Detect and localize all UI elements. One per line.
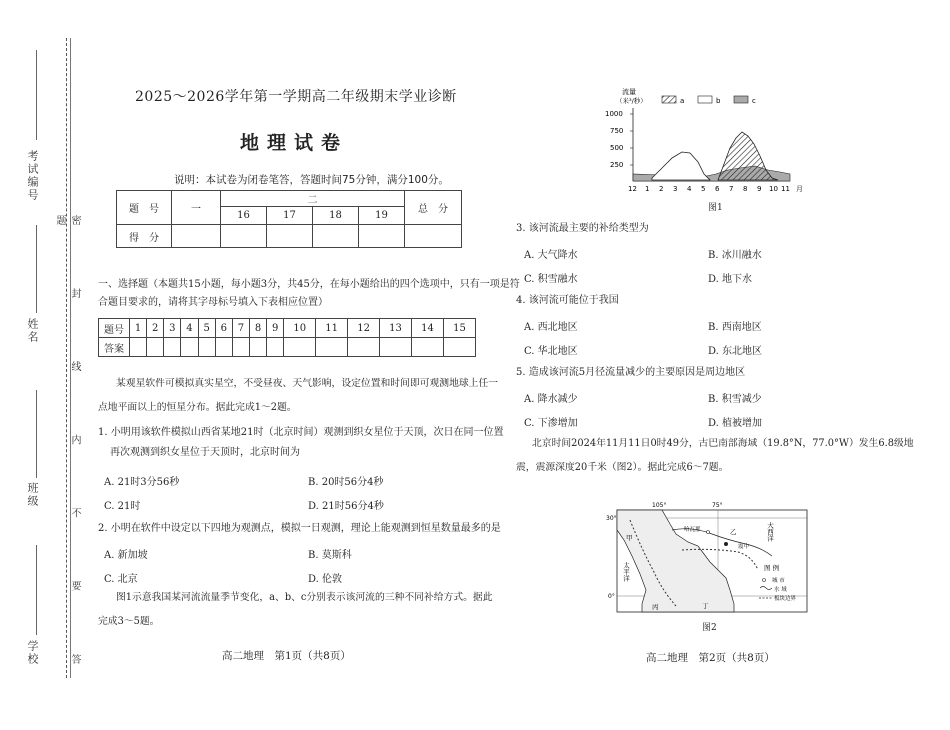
label-yi: 乙 [730, 528, 737, 536]
answer-header-ans: 答案 [99, 338, 130, 357]
answer-num: 5 [198, 319, 215, 338]
q3-option-d[interactable]: D. 地下水 [708, 274, 753, 285]
q1-option-a[interactable]: A. 21时3分56秒 [104, 477, 180, 488]
left-footer: 高二地理 第1页（共8页） [222, 650, 351, 662]
answer-num: 15 [443, 319, 475, 338]
legend-a-swatch [662, 96, 676, 103]
score-cell[interactable] [405, 225, 462, 248]
fig2-lon2: 75° [712, 502, 723, 509]
answer-num: 10 [284, 319, 316, 338]
q4-option-b[interactable]: B. 西南地区 [708, 322, 762, 333]
havana-marker [707, 531, 710, 534]
q5-stem: 5. 造成该河流5月径流量减少的主要原因是周边地区 [516, 367, 746, 378]
legend-a-label: a [680, 97, 685, 105]
answer-cell[interactable] [380, 338, 412, 357]
answer-cell[interactable] [267, 338, 284, 357]
answer-num: 1 [130, 319, 147, 338]
label-pacific: 太平洋 [622, 562, 630, 582]
q1-stem-line2: 再次观测到织女星位于天顶时，北京时间为 [110, 447, 300, 458]
intro1-line1: 某观星软件可模拟真实星空，不受昼夜、天气影响，设定位置和时间即可观测地球上任一 [116, 378, 499, 389]
q5-option-a[interactable]: A. 降水减少 [524, 394, 578, 405]
q5-option-d[interactable]: D. 植被增加 [708, 418, 763, 429]
q2-option-a[interactable]: A. 新加坡 [104, 550, 148, 561]
fig1-xtick: 10 [769, 185, 778, 193]
answer-num: 14 [412, 319, 444, 338]
legend-b-swatch [698, 96, 712, 103]
legend-c-label: c [752, 97, 756, 105]
score-col: 17 [267, 207, 313, 225]
score-header-part2: 二 [221, 191, 405, 207]
answer-table [98, 318, 476, 357]
answer-num: 13 [380, 319, 412, 338]
fig2-lat2: 0° [608, 593, 615, 600]
fig1-xtick: 7 [729, 185, 734, 193]
section1-line1: 一、选择题（本题共15小题，每小题3分，共45分，在每小题给出的四个选项中，只有一项是符 [98, 279, 520, 290]
answer-num: 4 [181, 319, 198, 338]
score-header-total: 总 分 [405, 191, 462, 225]
fig1-ylabel2: （米³/秒） [616, 97, 647, 105]
intro3-line2: 震，震源深度20千米（图2）。据此完成6～7题。 [516, 462, 729, 473]
legend-city-icon [763, 579, 766, 582]
score-row-label: 得 分 [117, 225, 172, 248]
q4-option-c[interactable]: C. 华北地区 [524, 346, 578, 357]
answer-num: 6 [215, 319, 232, 338]
fig1-ytick: 1000 [605, 110, 623, 118]
answer-num: 7 [232, 319, 249, 338]
answer-num: 11 [316, 319, 348, 338]
exam-note: 说明：本试卷为闭卷笔答，答题时间75分钟，满分100分。 [174, 174, 449, 186]
legend-title: 图 例 [764, 564, 780, 572]
answer-header-num: 题号 [99, 319, 130, 338]
q2-stem: 2. 小明在软件中设定以下四地为观测点，模拟一日观测，理论上能观测到恒星数量最多的是 [98, 523, 501, 534]
q2-option-b[interactable]: B. 莫斯科 [308, 550, 352, 561]
class-line[interactable] [36, 390, 37, 478]
section1-line2: 合题目要求的，请将其字母标号填入下表相应位置） [98, 297, 328, 308]
exam-no-label: 考试编号 [26, 150, 39, 202]
fig1-xtick: 4 [687, 185, 692, 193]
q1-option-d[interactable]: D. 21时56分4秒 [308, 501, 384, 512]
page-title: 2025～2026学年第一学期高二年级期末学业诊断 [135, 89, 457, 105]
q3-option-b[interactable]: B. 冰川融水 [708, 250, 762, 261]
answer-cell[interactable] [215, 338, 232, 357]
q4-option-a[interactable]: A. 西北地区 [524, 322, 578, 333]
legend-city-label: 城 市 [772, 578, 785, 584]
fig1-xtick: 5 [701, 185, 706, 193]
score-col: 16 [221, 207, 267, 225]
fig1-xtick: 11 [781, 185, 790, 193]
score-cell[interactable] [313, 225, 359, 248]
fig1-xtick: 2 [659, 185, 664, 193]
intro3-line1: 北京时间2024年11月11日0时49分，古巴南部海域（19.8°N，77.0°W）发生6.8级地 [532, 438, 914, 449]
label-ding: 丁 [702, 602, 709, 610]
fig1-xtick: 9 [757, 185, 762, 193]
score-cell[interactable] [359, 225, 405, 248]
epicenter-marker [724, 542, 728, 546]
figure2-map [602, 500, 812, 618]
answer-cell[interactable] [181, 338, 198, 357]
label-atlantic: 大西洋 [766, 522, 774, 542]
answer-num: 9 [267, 319, 284, 338]
exam-no-line[interactable] [36, 50, 37, 140]
score-table [116, 190, 462, 248]
fig2-lat1: 30° [606, 515, 617, 522]
answer-cell[interactable] [412, 338, 444, 357]
answer-cell[interactable] [249, 338, 266, 357]
series-b-area [652, 152, 710, 180]
fig1-xtick: 1 [645, 185, 650, 193]
q3-option-c[interactable]: C. 积雪融水 [524, 274, 578, 285]
legend-b-label: b [716, 97, 721, 105]
name-line[interactable] [36, 225, 37, 313]
label-havana: 哈瓦那 [684, 527, 701, 533]
q2-option-c[interactable]: C. 北京 [104, 574, 138, 585]
score-cell[interactable] [267, 225, 313, 248]
answer-cell[interactable] [284, 338, 316, 357]
q1-stem-line1: 1. 小明用该软件模拟山西省某地21时（北京时间）观测到织女星位于天顶，次日在同一位置 [98, 427, 504, 438]
score-col: 18 [313, 207, 359, 225]
answer-num: 2 [147, 319, 164, 338]
intro1-line2: 点地平面以上的恒星分布。据此完成1～2题。 [98, 402, 297, 413]
answer-num: 8 [249, 319, 266, 338]
label-bing: 丙 [652, 603, 659, 611]
answer-cell[interactable] [232, 338, 249, 357]
fig1-ytick: 750 [610, 127, 624, 135]
answer-cell[interactable] [198, 338, 215, 357]
intro2-line2: 完成3～5题。 [98, 616, 160, 627]
label-jia: 甲 [626, 534, 633, 542]
right-footer: 高二地理 第2页（共8页） [646, 652, 775, 664]
legend-plate-label: 板块边界 [774, 596, 797, 602]
fig1-ytick: 500 [610, 144, 624, 152]
figure1-chart [600, 86, 815, 198]
score-cell[interactable] [172, 225, 221, 248]
figure2-caption: 图2 [702, 623, 717, 633]
q5-option-c[interactable]: C. 下渗增加 [524, 418, 578, 429]
answer-cell[interactable] [443, 338, 475, 357]
q1-option-c[interactable]: C. 21时 [104, 501, 141, 512]
fig1-xtick: 12 [628, 185, 637, 193]
label-epicenter: 震中 [738, 544, 750, 550]
q1-option-b[interactable]: B. 20时56分4秒 [308, 477, 384, 488]
score-cell[interactable] [221, 225, 267, 248]
legend-c-swatch [734, 96, 748, 103]
class-label: 班级 [26, 482, 39, 508]
fig2-lon1: 105° [652, 502, 667, 509]
answer-cell[interactable] [316, 338, 348, 357]
intro2-line1: 图1示意我国某河流流量季节变化，a、b、c分别表示该河流的三种不同补给方式。据此 [116, 592, 493, 603]
fig1-ytick: 250 [610, 161, 624, 169]
q4-stem: 4. 该河流可能位于我国 [516, 295, 619, 306]
answer-num: 3 [164, 319, 181, 338]
figure1-caption: 图1 [708, 203, 723, 213]
answer-cell[interactable] [130, 338, 147, 357]
answer-cell[interactable] [348, 338, 380, 357]
fig1-xtick: 6 [715, 185, 720, 193]
legend-water-label: 水 域 [774, 587, 787, 593]
fig1-ylabel1: 流量 [622, 88, 636, 96]
subject-title: 地理试卷 [240, 132, 349, 154]
fig1-xtick: 3 [673, 185, 678, 193]
score-header-question: 题 号 [117, 191, 172, 225]
fig1-xtick: 8 [743, 185, 748, 193]
q4-option-d[interactable]: D. 东北地区 [708, 346, 763, 357]
answer-num: 12 [348, 319, 380, 338]
seal-note: 密 封 线 内 不 要 答 题 [54, 215, 80, 695]
q5-option-b[interactable]: B. 积雪减少 [708, 394, 762, 405]
q3-stem: 3. 该河流最主要的补给类型为 [516, 223, 649, 234]
q3-option-a[interactable]: A. 大气降水 [524, 250, 578, 261]
fig1-xunit: 月 [796, 185, 803, 193]
score-col: 19 [359, 207, 405, 225]
name-label: 姓名 [26, 318, 39, 344]
answer-cell[interactable] [164, 338, 181, 357]
school-label: 学校 [26, 640, 39, 666]
school-line[interactable] [36, 545, 37, 635]
q2-option-d[interactable]: D. 伦敦 [308, 574, 343, 585]
score-header-part1: 一 [172, 191, 221, 225]
answer-cell[interactable] [147, 338, 164, 357]
